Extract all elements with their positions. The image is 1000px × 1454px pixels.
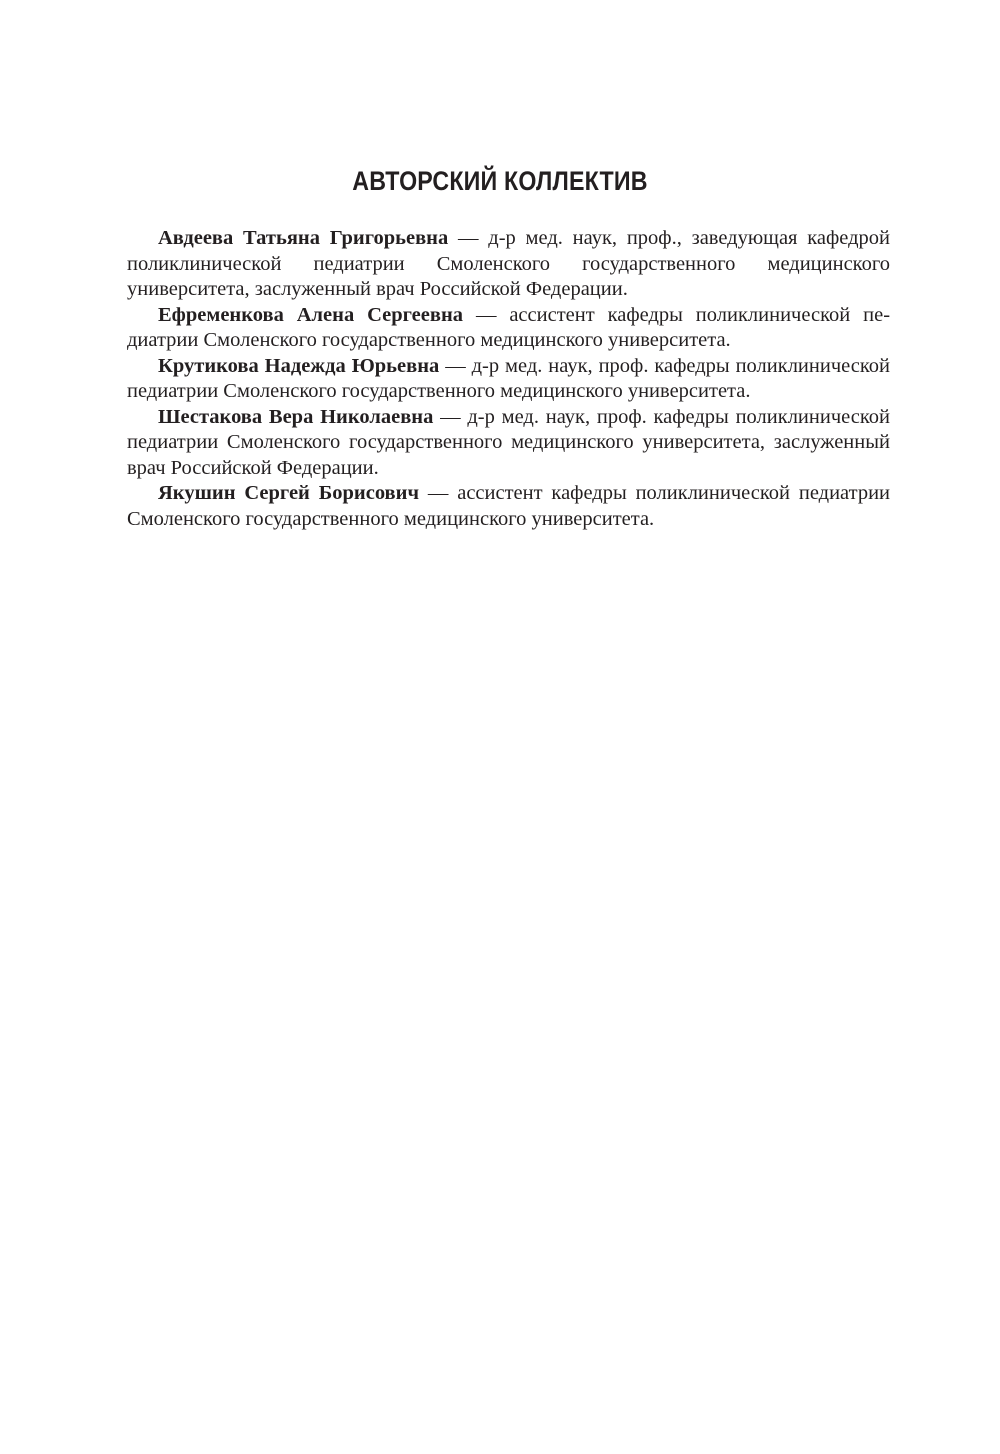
author-entry [127, 303, 890, 354]
author-description: — д-р мед. наук, проф. кафедры поликлинической педиатрии Смоленского государственного медицинского университета, заслуженный врач Российской Федерации. [127, 405, 890, 479]
author-name: Крутикова Надежда Юрьевна [158, 354, 440, 377]
author-entry [127, 405, 890, 482]
author-name: Шестакова Вера Николаевна [158, 405, 434, 428]
author-description: — ассистент кафедры поликлинической педиатрии Смоленского государственного медицинского университета. [127, 303, 891, 351]
author-description: — д-р мед. наук, проф., заведующая кафедрой поликлинической педиатрии Смоленского государственного медицинского университета, заслуженный врач Российской Федерации. [127, 227, 891, 300]
author-entry [127, 354, 890, 405]
author-description: — ассистент кафедры поликлинической педиатрии Смоленского государственного медицинского университета. [127, 482, 891, 530]
author-entry [127, 226, 890, 303]
author-name: Ефременкова Алена Сергеевна [158, 303, 464, 326]
authors-list [127, 226, 890, 532]
author-name: Якушин Сергей Борисович [158, 482, 420, 504]
author-name: Авдеева Татьяна Григорьевна [158, 227, 449, 249]
author-description: — д-р мед. наук, проф. кафедры поликлинической педиатрии Смоленского государственного медицинского университета. [127, 354, 890, 402]
page-title: АВТОРСКИЙ КОЛЛЕКТИВ [352, 166, 648, 196]
author-entry [127, 481, 890, 532]
